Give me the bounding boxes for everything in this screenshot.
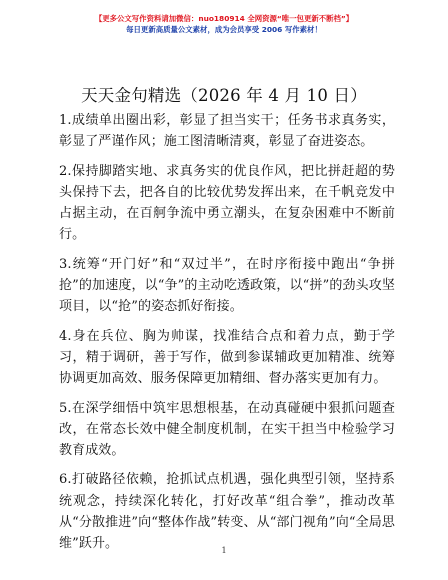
- paragraph-2: 2.保持脚踏实地、求真务实的优良作风，把比拼赶超的势头保持下去，把各自的比较优势发挥出来，在千帆竞发中占据主动，在百舸争流中勇立潮头，在复杂困难中不断前行。: [59, 163, 395, 243]
- paragraph-5: 5.在深学细悟中筑牢思想根基，在动真碰硬中狠抓问题查改，在常态长效中健全制度机制，在实干担当中检验学习教育成效。: [59, 400, 395, 459]
- paragraph-6: 6.打破路径依赖，抢抓试点机遇，强化典型引领，坚持系统观念，持续深化转化，打好改革“组合拳”，推动改革从“分散推进”向“整体作战”转变、从“部门视角”向“全局思维”跃升。: [59, 472, 395, 552]
- promo-text-a: 【更多公文写作资料请加微信：: [94, 14, 199, 23]
- paragraph-1: 1.成绩单出圈出彩，彰显了担当实干；任务书求真务实，彰显了严谨作风；施工图清晰清爽，彰显了奋进姿态。: [59, 113, 395, 150]
- promo-line-1: [0, 14, 448, 24]
- wechat-id: nuo180914: [198, 14, 245, 23]
- document-title: 天天金句精选（2026 年 4 月 10 日）: [81, 86, 367, 105]
- document-body: [59, 110, 395, 563]
- paragraph-4: 4.身在兵位、胸为帅谋，找准结合点和着力点，勤于学习，精于调研，善于写作，做到参谋辅政更加精准、统筹协调更加高效、服务保障更加精细、督办落实更加有力。: [59, 328, 395, 387]
- paragraph-3: 3.统筹“开门好”和“双过半”，在时序衔接中跑出“争拼抢”的加速度，以“争”的主动吃透政策，以“拼”的劲头攻坚项目，以“抢”的姿态抓好衔接。: [59, 256, 395, 315]
- page-number: 1: [221, 546, 227, 555]
- promo-text-c: 全网资源“唯一包更新不断档”】: [244, 14, 354, 23]
- promo-line-2: 每日更新高质量公文素材，成为会员享受 2006 写作素材！: [126, 25, 322, 34]
